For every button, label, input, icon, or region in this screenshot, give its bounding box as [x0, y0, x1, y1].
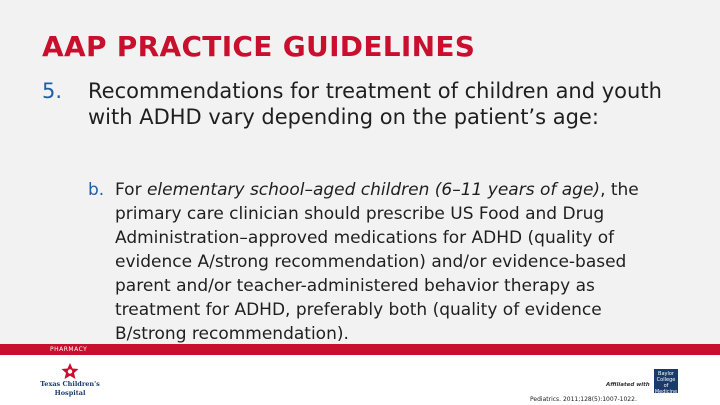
affiliated-with-label: Affiliated with: [606, 382, 650, 388]
footer-band-label: PHARMACY: [50, 346, 88, 353]
baylor-line3: Medicine: [654, 389, 678, 395]
texas-childrens-star-icon: [36, 362, 104, 380]
sub-text-prefix: For: [115, 180, 147, 200]
texas-childrens-logo: [36, 362, 104, 400]
footer-band: [0, 344, 720, 355]
list-item-text: Recommendations for treatment of children and youth with ADHD vary depending on the patient’s age:: [88, 79, 662, 129]
sub-list-letter: b.: [88, 180, 105, 200]
baylor-line1: Baylor: [658, 371, 674, 377]
sub-text-rest: , the primary care clinician should prescribe US Food and Drug Administration–approved medications for ADHD (quality of evidence A/strong recommendation) and/or evidence-based parent and/or teacher-administered behavior therapy as treatment for ADHD, preferably both (quality of evidence B/strong recommendation).: [115, 180, 639, 344]
logo-left-line2: Hospital: [54, 389, 86, 397]
baylor-logo-icon: [654, 369, 678, 393]
sub-list-item-text: [115, 178, 660, 346]
citation: Pediatrics. 2011;128(5):1007-1022.: [530, 396, 637, 403]
slide-title: AAP PRACTICE GUIDELINES: [42, 30, 476, 63]
sub-text-emphasis: elementary school–aged children (6–11 years of age): [146, 180, 601, 200]
logo-left-line1: Texas Children's: [40, 380, 100, 388]
baylor-line2: College of: [656, 377, 676, 389]
list-number: 5.: [42, 79, 63, 103]
